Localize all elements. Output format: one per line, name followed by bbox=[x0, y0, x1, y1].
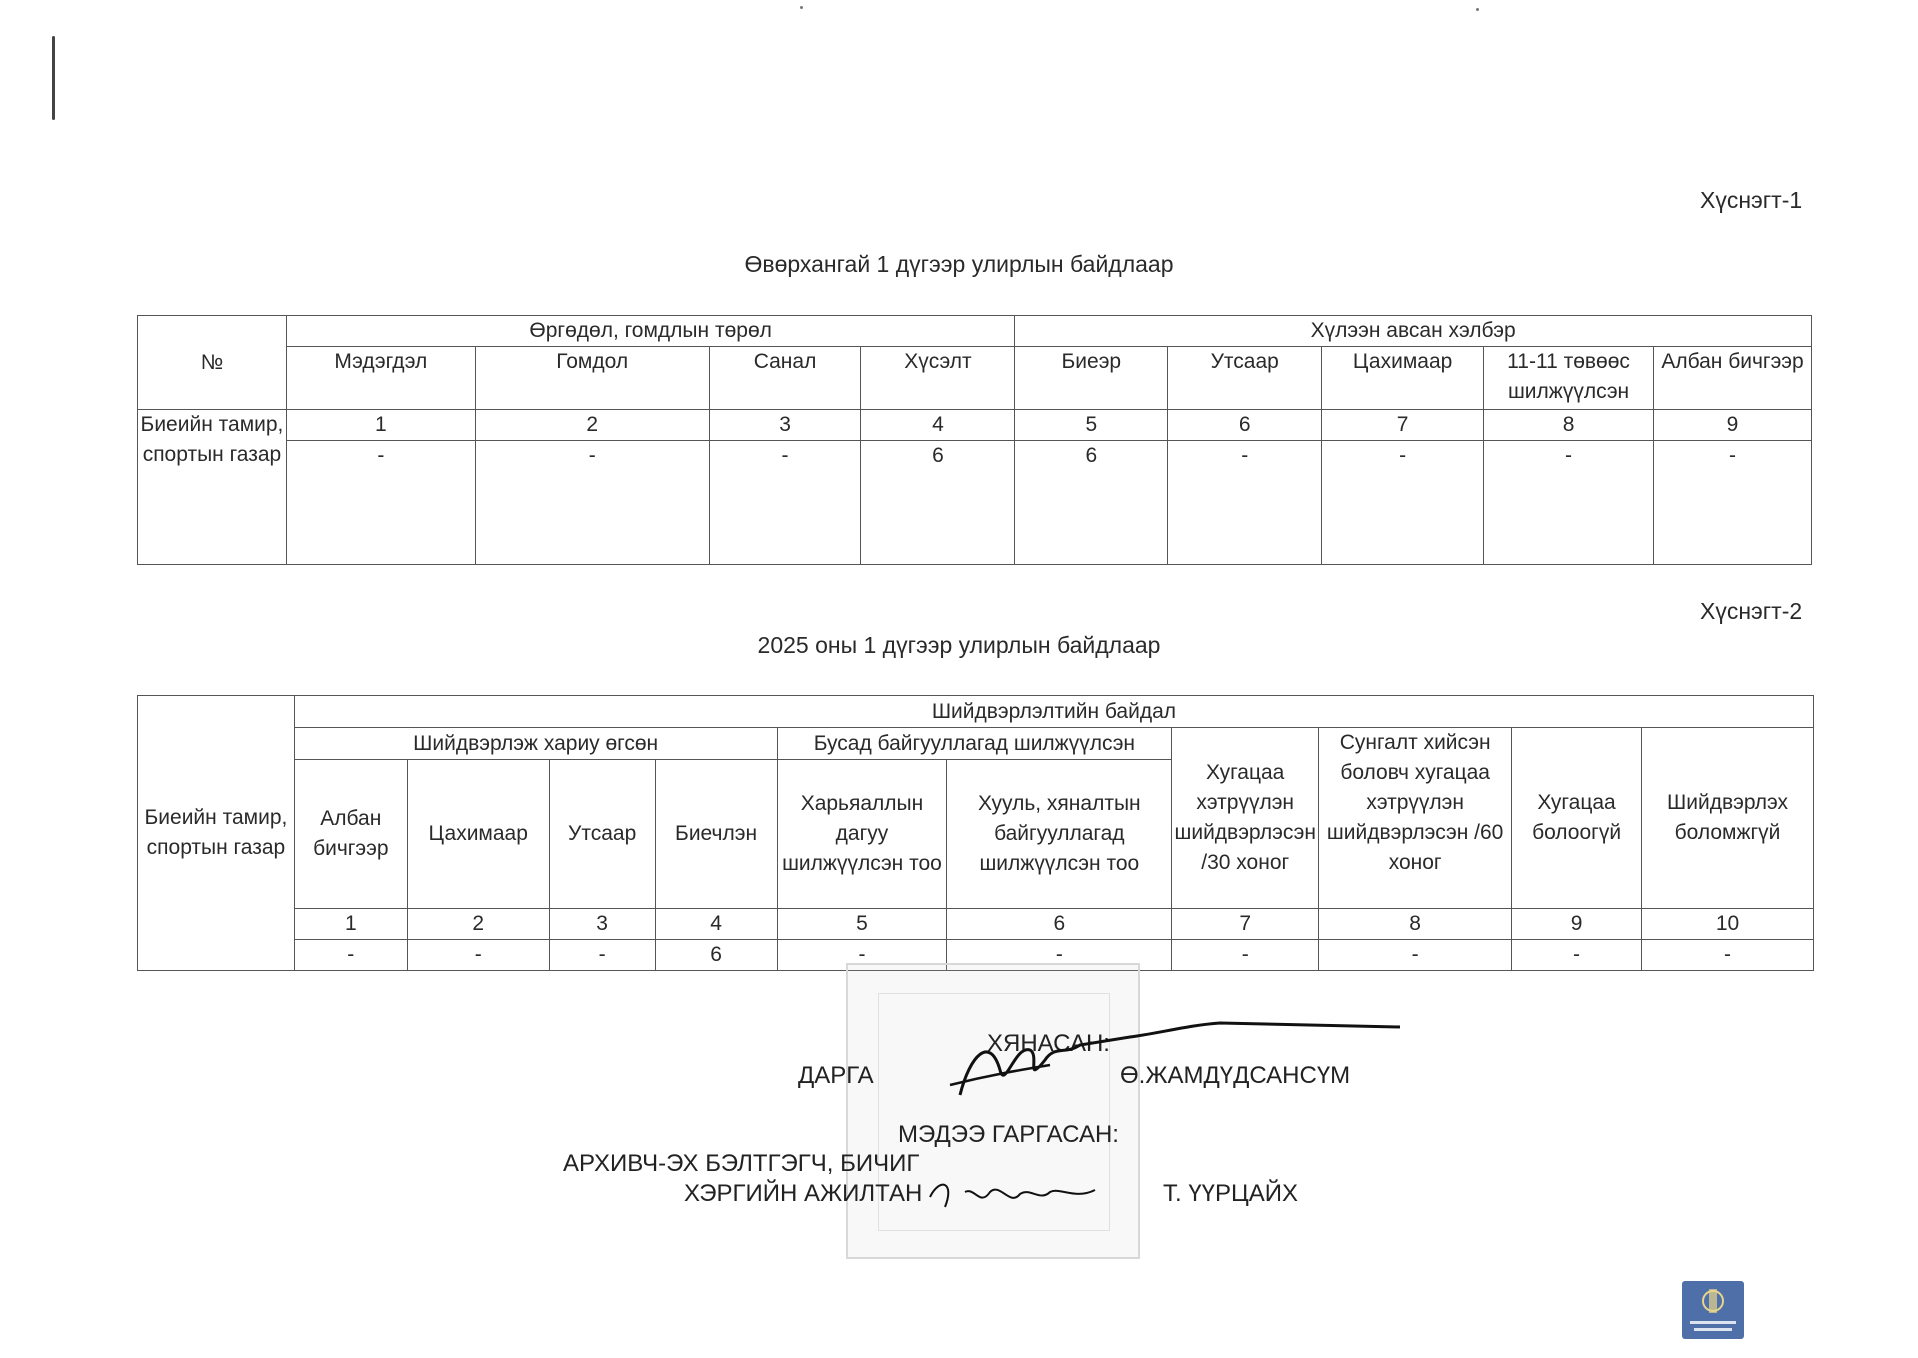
column-number: 2 bbox=[475, 410, 709, 441]
scan-speck bbox=[800, 6, 803, 9]
row-label-sports-dept: Биеийн тамир, спортын газар bbox=[138, 696, 295, 971]
header-forwarded-jurisdiction: Харьяаллын дагуу шилжүүлсэн тоо bbox=[777, 760, 947, 909]
chief-signature bbox=[930, 1015, 1400, 1105]
archivist-signature bbox=[925, 1172, 1105, 1217]
header-official-letter: Албан бичгээр bbox=[1654, 347, 1812, 410]
column-number: 4 bbox=[655, 909, 777, 940]
header-by-phone: Утсаар bbox=[549, 760, 655, 909]
value-cell: - bbox=[1484, 441, 1654, 565]
value-cell: - bbox=[947, 940, 1172, 971]
group-complaint-type: Өргөдөл, гомдлын төрөл bbox=[286, 316, 1014, 347]
column-number: 6 bbox=[1168, 410, 1322, 441]
annex-2-label: Хүснэгт-2 bbox=[1700, 598, 1803, 624]
value-cell: - bbox=[1322, 441, 1484, 565]
value-cell: - bbox=[1319, 940, 1512, 971]
col-number-header: № bbox=[138, 316, 287, 410]
value-cell: - bbox=[475, 441, 709, 565]
government-emblem-icon bbox=[1682, 1281, 1744, 1339]
header-online: Цахимаар bbox=[407, 760, 549, 909]
group-receive-form: Хүлээн авсан хэлбэр bbox=[1015, 316, 1812, 347]
header-not-yet-due: Хугацаа болоогүй bbox=[1512, 728, 1642, 909]
header-suggestion: Санал bbox=[709, 347, 861, 410]
header-forwarded-law-enforcement: Хууль, хяналтын байгууллагад шилжүүлсэн тоо bbox=[947, 760, 1172, 909]
column-number: 8 bbox=[1484, 410, 1654, 441]
column-number: 10 bbox=[1642, 909, 1814, 940]
value-cell: - bbox=[286, 441, 475, 565]
value-cell: - bbox=[294, 940, 407, 971]
header-online: Цахимаар bbox=[1322, 347, 1484, 410]
resolution-status-table bbox=[137, 695, 1814, 971]
header-1111-center: 11-11 төвөөс шилжүүлсэн bbox=[1484, 347, 1654, 410]
header-by-phone: Утсаар bbox=[1168, 347, 1322, 410]
chief-name: Ө.ЖАМДҮДСАНСҮМ bbox=[1120, 1062, 1351, 1089]
header-notice: Мэдэгдэл bbox=[286, 347, 475, 410]
value-cell: - bbox=[1512, 940, 1642, 971]
value-cell: - bbox=[709, 441, 861, 565]
value-cell: - bbox=[1168, 441, 1322, 565]
value-cell: - bbox=[1172, 940, 1319, 971]
header-extended-overdue-60-days: Сунгалт хийсэн боловч хугацаа хэтрүүлэн шийдвэрлэсэн /60 хоног bbox=[1319, 728, 1512, 909]
row-label-sports-dept: Биеийн тамир, спортын газар bbox=[138, 410, 287, 565]
value-cell: - bbox=[1654, 441, 1812, 565]
table-2-title: 2025 оны 1 дүгээр улирлын байдлаар bbox=[757, 632, 1161, 658]
archivist-title-line-1: АРХИВЧ-ЭХ БЭЛТГЭГЧ, БИЧИГ bbox=[563, 1150, 920, 1177]
value-cell: 6 bbox=[1015, 441, 1168, 565]
header-request: Хүсэлт bbox=[861, 347, 1015, 410]
value-cell: 6 bbox=[861, 441, 1015, 565]
checked-label: ХЯНАСАН: bbox=[987, 1030, 1110, 1057]
scan-speck bbox=[1476, 8, 1479, 11]
archivist-name: Т. ҮҮРЦАЙХ bbox=[1163, 1180, 1299, 1207]
column-number: 6 bbox=[947, 909, 1172, 940]
chief-title: ДАРГА bbox=[798, 1062, 874, 1089]
column-number: 8 bbox=[1319, 909, 1512, 940]
header-overdue-30-days: Хугацаа хэтрүүлэн шийдвэрлэсэн /30 хоног bbox=[1172, 728, 1319, 909]
table-1-title: Өвөрхангай 1 дүгээр улирлын байдлаар bbox=[744, 251, 1174, 277]
column-number: 7 bbox=[1172, 909, 1319, 940]
column-number: 4 bbox=[861, 410, 1015, 441]
column-number: 2 bbox=[407, 909, 549, 940]
column-number: 1 bbox=[294, 909, 407, 940]
value-cell: - bbox=[1642, 940, 1814, 971]
annex-1-label: Хүснэгт-1 bbox=[1700, 187, 1803, 213]
column-number: 5 bbox=[1015, 410, 1168, 441]
value-cell: - bbox=[777, 940, 947, 971]
complaints-type-table bbox=[137, 315, 1812, 565]
value-cell: - bbox=[549, 940, 655, 971]
column-number: 9 bbox=[1512, 909, 1642, 940]
header-in-person: Биечлэн bbox=[655, 760, 777, 909]
group-forwarded: Бусад байгууллагад шилжүүлсэн bbox=[777, 728, 1172, 760]
group-answered: Шийдвэрлэж хариу өгсөн bbox=[294, 728, 777, 760]
column-number: 9 bbox=[1654, 410, 1812, 441]
reported-label: МЭДЭЭ ГАРГАСАН: bbox=[898, 1121, 1119, 1148]
value-cell: - bbox=[407, 940, 549, 971]
header-in-person: Биеэр bbox=[1015, 347, 1168, 410]
group-resolution-status: Шийдвэрлэлтийн байдал bbox=[294, 696, 1813, 728]
header-complaint: Гомдол bbox=[475, 347, 709, 410]
column-number: 1 bbox=[286, 410, 475, 441]
header-cannot-resolve: Шийдвэрлэх боломжгүй bbox=[1642, 728, 1814, 909]
scan-edge-mark bbox=[52, 36, 55, 120]
column-number: 5 bbox=[777, 909, 947, 940]
column-number: 3 bbox=[549, 909, 655, 940]
column-number: 3 bbox=[709, 410, 861, 441]
archivist-title-line-2: ХЭРГИЙН АЖИЛТАН bbox=[684, 1180, 923, 1207]
header-official-letter: Албан бичгээр bbox=[294, 760, 407, 909]
value-cell: 6 bbox=[655, 940, 777, 971]
column-number: 7 bbox=[1322, 410, 1484, 441]
